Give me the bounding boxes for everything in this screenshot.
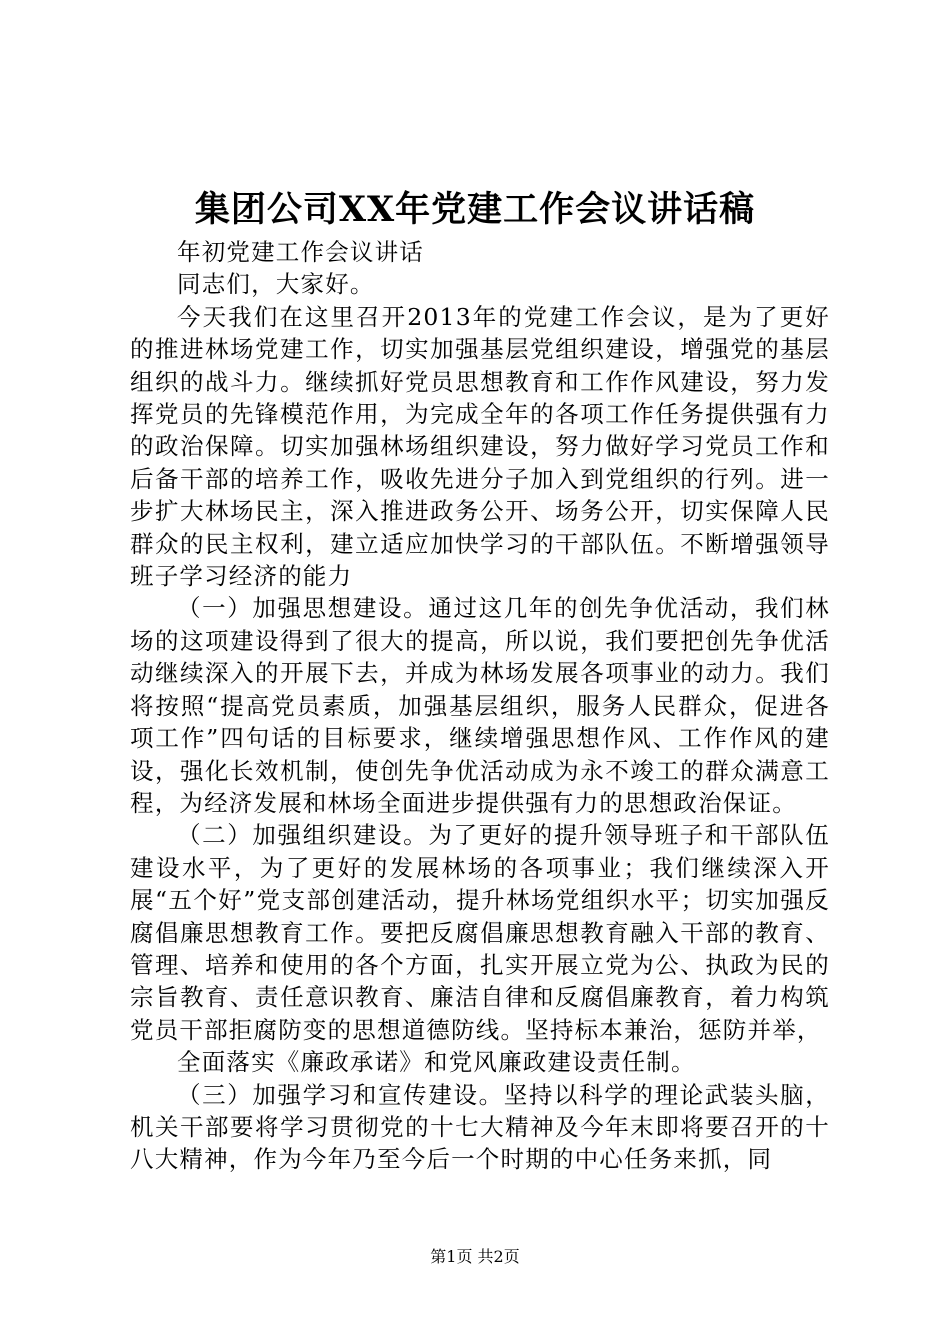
page-footer — [0, 1247, 950, 1267]
paragraph-commitment: 全面落实《廉政承诺》和党风廉政建设责任制。 — [177, 1048, 696, 1077]
paragraph-greeting: 同志们，大家好。 — [177, 270, 375, 299]
page-number-label: 第1页 共2页 — [430, 1247, 520, 1266]
document-title: 集团公司XX年党建工作会议讲话稿 — [194, 189, 756, 230]
paragraph-subtitle: 年初党建工作会议讲话 — [177, 238, 424, 266]
paragraph-section-2: （二）加强组织建设。为了更好的提升领导班子和干部队伍建设水平，为了更好的发展林场的各项事业；我们继续深入开展“五个好”党支部创建活动，提升林场党组织水平；切实加强反腐倡廉思想教育工作。要把反腐倡廉思想教育融入干部的教育、管理、培养和使用的各个方面，扎实开展立党为公、执政为民的宗旨教育、责任意识教育、廉洁自律和反腐倡廉教育，着力构筑党员干部拒腐防变的思想道德防线。坚持标本兼治，惩防并举， — [130, 821, 830, 1044]
document-body — [130, 236, 830, 1176]
paragraph-section-3: （三）加强学习和宣传建设。坚持以科学的理论武装头脑，机关干部要将学习贯彻党的十七大精神及今年末即将要召开的十八大精神，作为今年乃至今后一个时期的中心任务来抓，同 — [130, 1080, 830, 1174]
paragraph-intro: 今天我们在这里召开2013年的党建工作会议，是为了更好的推进林场党建工作，切实加强基层党组织建设，增强党的基层组织的战斗力。继续抓好党员思想教育和工作作风建设，努力发挥党员的先锋模范作用，为完成全年的各项工作任务提供强有力的政治保障。切实加强林场组织建设，努力做好学习党员工作和后备干部的培养工作，吸收先进分子加入到党组织的行列。进一步扩大林场民主，深入推进政务公开、场务公开，切实保障人民群众的民主权利，建立适应加快学习的干部队伍。不断增强领导班子学习经济的能力 — [130, 302, 830, 591]
paragraph-section-1: （一）加强思想建设。通过这几年的创先争优活动，我们林场的这项建设得到了很大的提高，所以说，我们要把创先争优活动继续深入的开展下去，并成为林场发展各项事业的动力。我们将按照“提高党员素质，加强基层组织，服务人民群众，促进各项工作”四句话的目标要求，继续增强思想作风、工作作风的建设，强化长效机制，使创先争优活动成为永不竣工的群众满意工程，为经济发展和林场全面进步提供强有力的思想政治保证。 — [130, 594, 830, 817]
